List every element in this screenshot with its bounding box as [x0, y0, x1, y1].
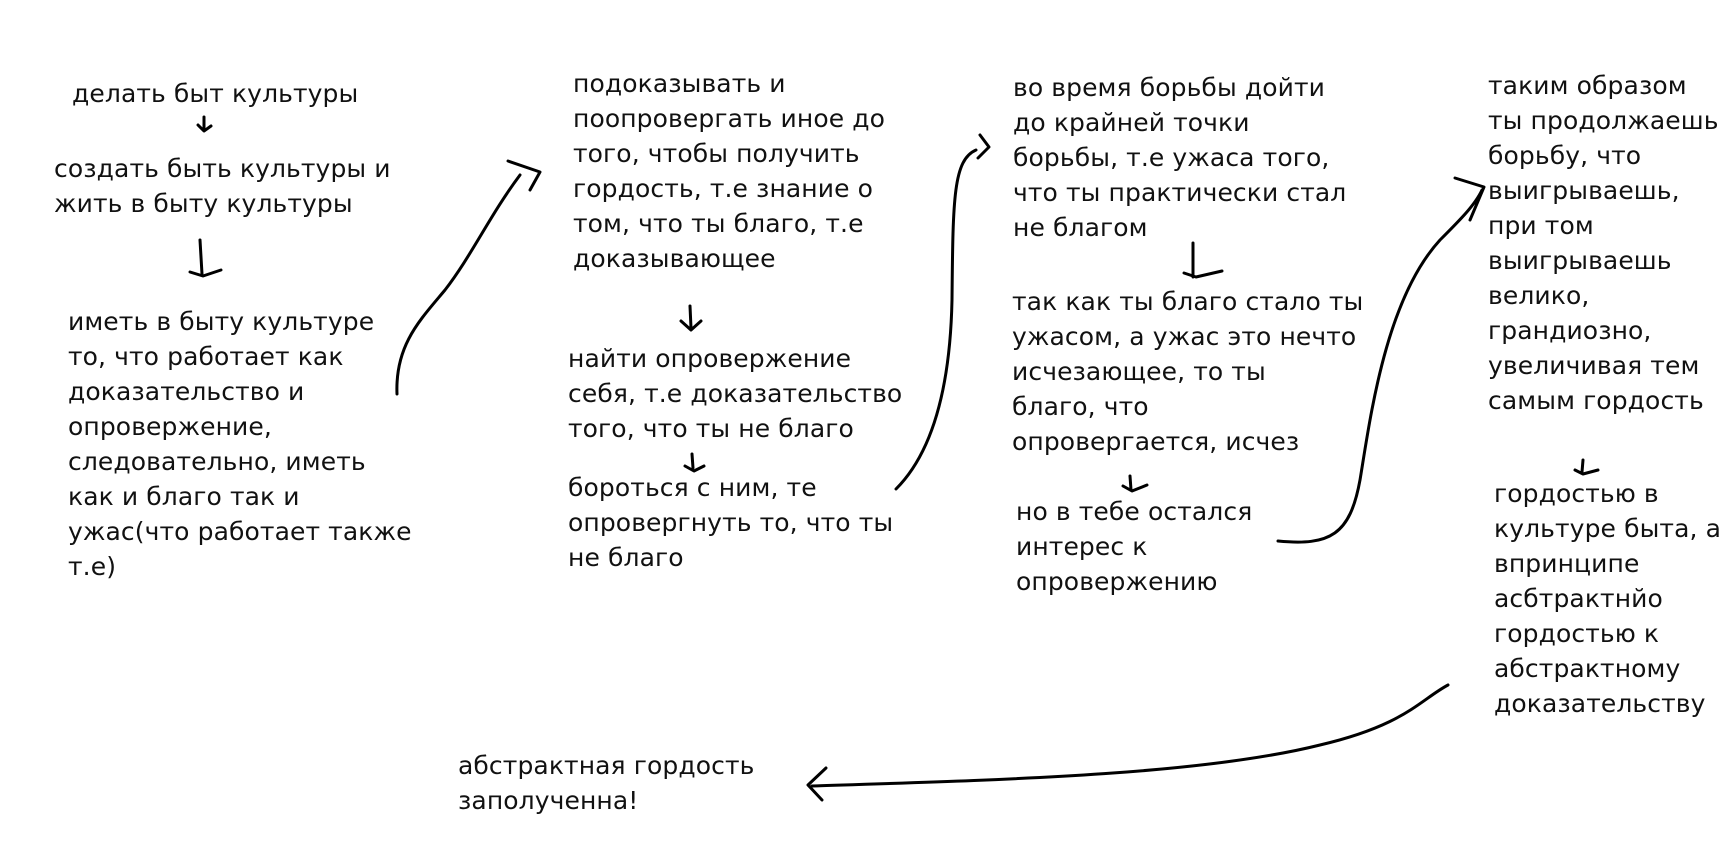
arrow-curve-col1-col2	[397, 161, 540, 394]
node-final: абстрактная гордость заполученна!	[458, 751, 755, 815]
arrow-down-5	[1184, 243, 1222, 277]
node-col2-1: подоказывать и поопровергать иное до того, чтобы получить гордость, т.е знание о том, что ты благо, т.е доказывающее	[573, 69, 886, 273]
node-col2-3: бороться с ним, те опровергнуть то, что ты не благо	[568, 473, 894, 572]
node-col1-2: создать быть культуры и жить в быту культуры	[54, 154, 391, 218]
arrow-down-6	[1123, 476, 1147, 491]
arrow-down-3	[681, 306, 701, 330]
arrow-down-1	[198, 117, 211, 131]
node-col4-2: гордостью в культуре быта, а впринципе асбтрактнйо гордостью к абстрактному доказательству	[1494, 479, 1722, 718]
node-col3-3: но в тебе остался интерес к опровержению	[1016, 497, 1253, 596]
node-col1-1: делать быт культуры	[72, 79, 359, 108]
arrow-curve-to-final	[808, 685, 1448, 800]
node-col1-3: иметь в быту культуре то, что работает как доказательство и опровержение, следовательно, иметь как и благо так и ужас(что работает также т.е)	[68, 307, 412, 581]
arrow-down-2	[190, 240, 221, 276]
node-col3-1: во время борьбы дойти до крайней точки борьбы, т.е ужаса того, что ты практически стал не благом	[1013, 73, 1347, 242]
node-col4-1: таким образом ты продолжаешь борьбу, что выигрываешь, при том выигрываешь велико, грандиозно, увеличивая тем самым гордость	[1488, 71, 1719, 415]
arrow-down-7	[1575, 460, 1598, 474]
node-col2-2: найти опровержение себя, т.е доказательство того, что ты не благо	[568, 344, 903, 443]
node-col3-2: так как ты благо стало ты ужасом, а ужас это нечто исчезающее, то ты благо, что опровергается, исчез	[1012, 287, 1364, 456]
arrow-curve-col2-col3	[896, 135, 989, 489]
arrow-down-4	[685, 454, 704, 471]
